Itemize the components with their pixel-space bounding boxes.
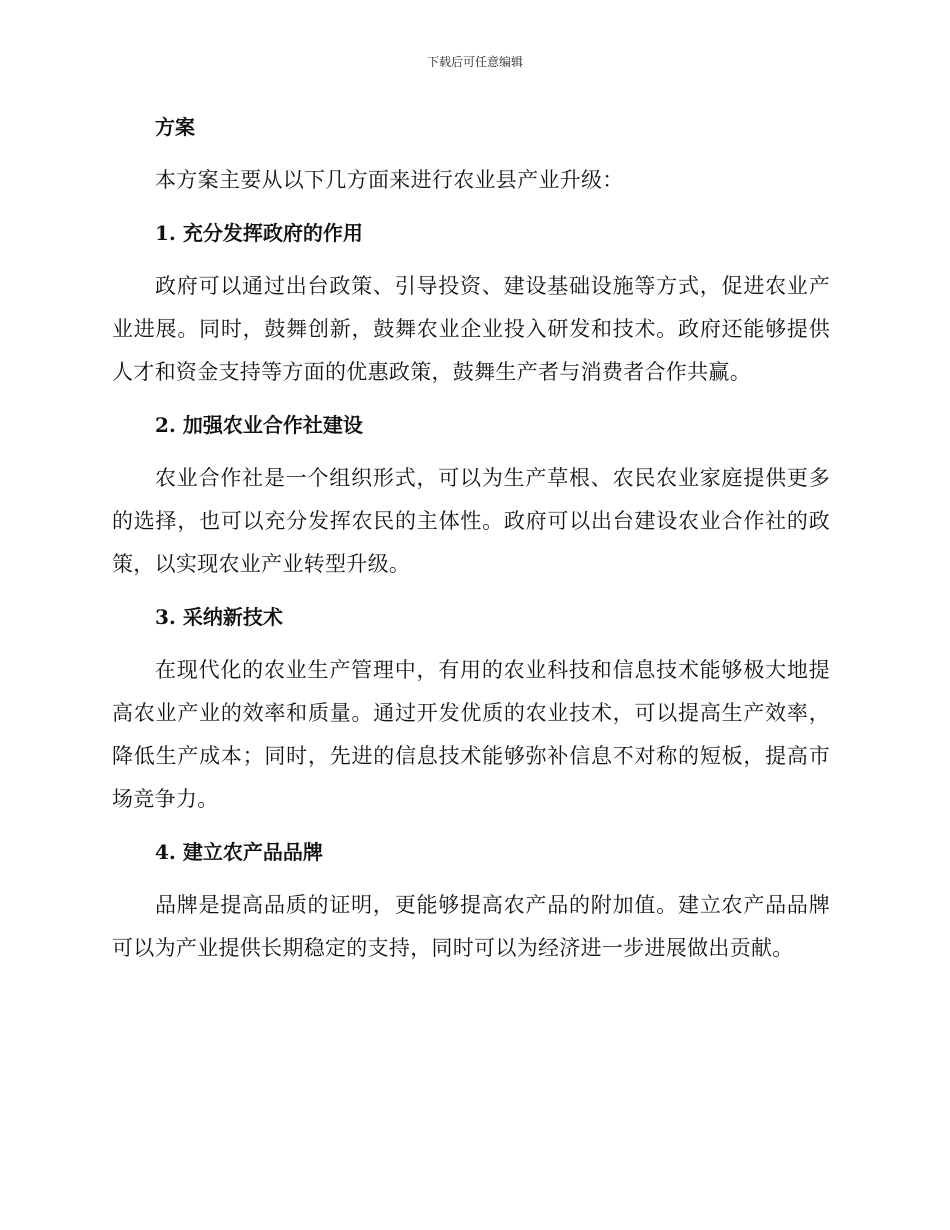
section-heading-4: 4. 建立农产品品牌 [155,840,323,864]
section-heading-1: 1. 充分发挥政府的作用 [155,221,363,245]
page-header: 下载后可任意编辑 [426,55,523,69]
intro-paragraph: 本方案主要从以下几方面来进行农业县产业升级： [155,168,624,192]
section-heading-3: 3. 采纳新技术 [155,605,283,629]
document-title: 方案 [155,115,195,139]
section-body-2: 农业合作社是一个组织形式，可以为生产草根、农民农业家庭提供更多的选择，也可以充分发挥农民的主体性。政府可以出台建设农业合作社的政策，以实现农业产业转型升级。 [112,466,830,576]
section-body-4: 品牌是提高品质的证明，更能够提高农产品的附加值。建立农产品品牌可以为产业提供长期稳定的支持，同时可以为经济进一步进展做出贡献。 [112,893,830,960]
section-body-3: 在现代化的农业生产管理中，有用的农业科技和信息技术能够极大地提高农业产业的效率和质量。通过开发优质的农业技术，可以提高生产效率，降低生产成本；同时，先进的信息技术能够弥补信息不对称的短板，提高市场竞争力。 [112,658,830,811]
section-heading-2: 2. 加强农业合作社建设 [155,413,363,437]
document-body [112,108,830,970]
section-body-1: 政府可以通过出台政策、引导投资、建设基础设施等方式，促进农业产业进展。同时，鼓舞创新，鼓舞农业企业投入研发和技术。政府还能够提供人才和资金支持等方面的优惠政策，鼓舞生产者与消费者合作共赢。 [112,274,830,384]
